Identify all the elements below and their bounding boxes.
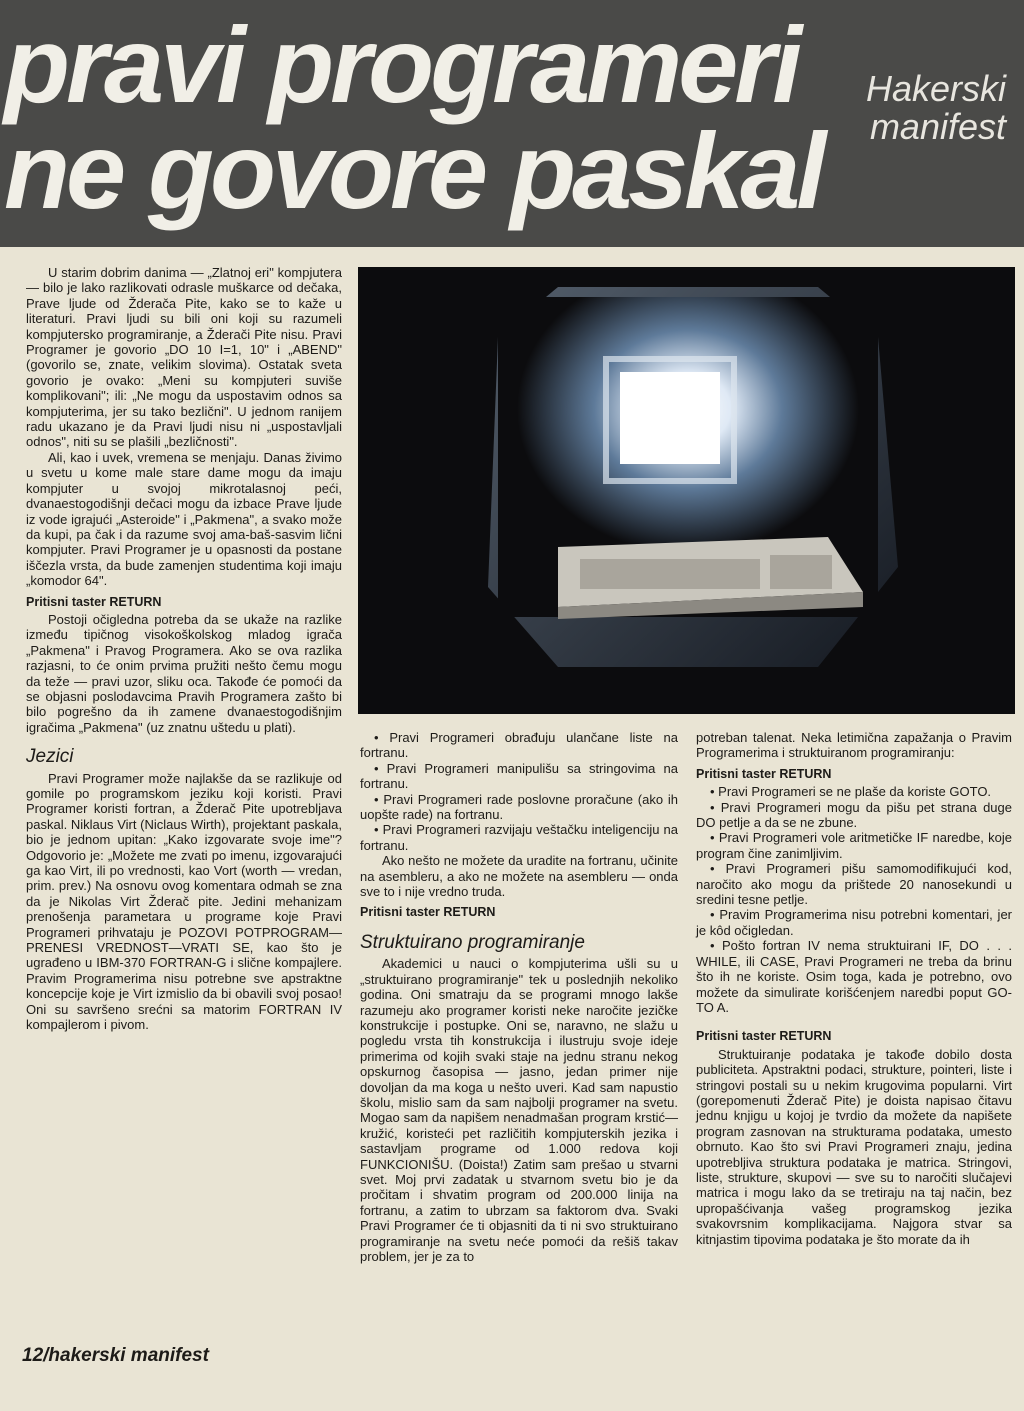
crystal-computer-image [358, 267, 1015, 714]
title-line-1: pravi programeri [4, 4, 799, 125]
column-1 [26, 265, 342, 1033]
article-title [4, 4, 823, 231]
list-item: • Pravi Programeri razvijaju veštačku inteligenciju na fortranu. [360, 822, 678, 853]
column-3 [696, 730, 1012, 1247]
list-item: • Pravi Programeri rade poslovne proračune (ako ih uopšte rade) na fortranu. [360, 792, 678, 823]
section-label [866, 70, 1006, 146]
section-heading: Jezici [26, 746, 74, 768]
paragraph: Akademici u nauci o kompjuterima ušli su u „struktuirano programiranje" tek u poslednjih nekoliko godina. Oni smatraju da se programi mnogo lakše razumeju ako programer koristi neke naročite jezičke konstrukcije i postupke. Oni se, naravno, ne slažu u pogledu vrsta tih konstrukcija i ilustruju svoje ideje primerima od kojih svaki staje na jednu stranu nekog opskurnog časopisa — jasno, jedan primer nije dovoljan da ma koga u nešto uveri. Kad sam napustio školu, mislio sam da sam najbolji programer na svetu. Mogao sam da napišem nenadmašan program krstić—kružić, koristeći pet različitih kompjuterskih jezika i sastavljam programe od 1.000 redova koji FUNKCIONIŠU. (Doista!) Zatim sam prešao u stvarni svet. Moj prvi zadatak u stvarnom svetu bio je da pročitam i shvatim program od 200.000 linija na fortranu, a zatim to ubrzam sa faktorom dva. Svaki Pravi Programer će ti objasniti da ti ni svo struktuirano programiranje na svetu neće pomoći da rešiš takav problem, jer je za to [360, 956, 678, 1264]
section-label-line-1: Hakerski [865, 68, 1006, 109]
paragraph: Ako nešto ne možete da uradite na fortranu, učinite na asembleru, a ako ne možete na asembleru — onda sve to i nije vredno truda. [360, 853, 678, 900]
paragraph: potreban talenat. Neka letimična zapažanja o Pravim Programerima i struktuiranom programiranju: [696, 730, 1012, 761]
paragraph: Ali, kao i uvek, vremena se menjaju. Danas živimo u svetu u kome male stare dame mogu da imaju kompjuter u svojoj mikrotalasnoj peći, dvanaestogodišnji dečaci mogu da izbace Prave ljude iz vode igrajući „Asteroide" i „Pakmena", a svako može da kupi, pa čak i da razume svoj ama-baš-sasvim lični kompjuter. Pravi Programer je u opasnosti da postane iščezla vrsta, da bude zamenjen studentima koji imaju „komodor 64". [26, 449, 342, 589]
page-footer: 12/hakerski manifest [22, 1345, 209, 1366]
paragraph: Postoji očigledna potreba da se ukaže na razlike između tipičnog visokoškolskog mladog igrača „Pakmena" i Pravog Programera. Ako se ova razlika razjasni, to će onim prvima pružiti nešto čemu mogu da teže — pravi uzor, sliku oca. Takođe će pomoći da se objasni poslodavcima Pravih Programera zašto bi bilo pogrešno da ih zamene dvanaestogodišnjim igračima „Pakmena" (uz znatnu uštedu u plati). [26, 611, 342, 735]
list-item: • Pravim Programerima nisu potrebni komentari, jer je kôd očigledan. [696, 907, 1012, 938]
list-item: • Pošto fortran IV nema struktuirani IF, DO . . . WHILE, ili CASE, Pravi Programeri ne treba da brinu što ih ne koriste. Osim toga, kada je potrebno, ovo možete da simulirate korišćenjem naredbi poput GO-TO A. [696, 938, 1012, 1015]
masthead [0, 0, 1024, 247]
subheading: Pritisni taster RETURN [696, 766, 832, 781]
subheading: Pritisni taster RETURN [360, 905, 496, 920]
column-2 [360, 730, 678, 1264]
computer-illustration [358, 267, 1015, 714]
paragraph: Pravi Programer može najlakše da se razlikuje od gomile po programskom jeziku koji koristi. Pravi Programer koristi fortran, a Žderač Pite upotrebljava paskal. Niklaus Virt (Niclaus Wirth), projektant paskala, bio je jednom upitan: „Kako izgovarate svoje ime"? Odgovorio je: „Možete me zvati po imenu, izgovarajući ga kao Virt, ili po vrednosti, kao Vort (worth — vredan, prim. prev.) Na osnovu ovog komentara odmah se zna da je Nikolas Virt Žderač pite. Jedini mehanizam prenošenja parametara u programe koje Pravi Programeri prihvataju je POZOVI POTPROGRAM—PRENESI VREDNOST—VRATI SE, kao što je ugrađeno u IBM-370 FORTRAN-G i slične kompajlere. Pravim Programerima nisu potrebne sve apstraktne koncepcije koje je Virt izmislio da bi obavili svoj posao! Oni su savršeno srećni sa matorim FORTRAN IV kompajlerom i pivom. [26, 770, 342, 1033]
list-item: • Pravi Programeri mogu da pišu pet strana duge DO petlje a da se ne zbune. [696, 800, 1012, 831]
subheading: Pritisni taster RETURN [696, 1029, 832, 1044]
list-item: • Pravi Programeri se ne plaše da koriste GOTO. [696, 784, 1012, 799]
list-item: • Pravi Programeri manipulišu sa stringovima na fortranu. [360, 761, 678, 792]
section-heading: Struktuirano programiranje [360, 931, 585, 953]
subheading: Pritisni taster RETURN [26, 594, 162, 609]
title-line-2: ne govore paskal [4, 110, 823, 231]
list-item: • Pravi Programeri obrađuju ulančane liste na fortranu. [360, 730, 678, 761]
paragraph: Struktuiranje podataka je takođe dobilo dosta publiciteta. Apstraktni podaci, strukture, pointeri, liste i stringovi postali su u nekim krugovima popularni. Virt (gorepomenuti Žderač Pite) je doista napisao čitavu jednu knjigu u kojoj je tvrdio da možete da napišete program zasnovan na strukturama podataka, umesto obrnuto. Kao što svi Pravi Programeri znaju, jedina upotrebljiva struktura podataka je matrica. Stringovi, liste, strukture, skupovi — sve su to naročiti slučajevi matrica i mogu lako da se tretiraju na taj način, bez upropašćivanja vašeg programskog jezika svakovrsnim komplikacijama. Najgora stvar sa kitnjastim tipovima podataka je što morate da ih [696, 1046, 1012, 1247]
list-item: • Pravi Programeri vole aritmetičke IF naredbe, koje program čine zanimljivim. [696, 830, 1012, 861]
paragraph: U starim dobrim danima — „Zlatnoj eri" kompjutera — bilo je lako razlikovati odrasle muškarce od dečaka, Prave ljude od Žderača Pite, kako se to kaže u literaturi. Pravi ljudi su bili oni koji su razumeli kompjutersko programiranje, a Žderači Pite nisu. Pravi Programer je govorio „DO 10 I=1, 10" i „ABEND" (govorilo se, znate, velikim slovima). Ostatak sveta govorio je ovako: „Meni su kompjuteri suviše komplikovani"; ili: „Ne mogu da uspostavim odnos sa kompjuterima, jer su tako bezlični". U jednom ranijem radu ukazano je da Pravi ljudi nisu ni „uspostavljali odnos", niti su se plašili „bezličnosti". [26, 265, 342, 450]
section-label-line-2: manifest [869, 106, 1006, 147]
list-item: • Pravi Programeri pišu samomodifikujući kod, naročito ako mogu da prištede 20 nanosekundi u sredini tesne petlje. [696, 861, 1012, 907]
